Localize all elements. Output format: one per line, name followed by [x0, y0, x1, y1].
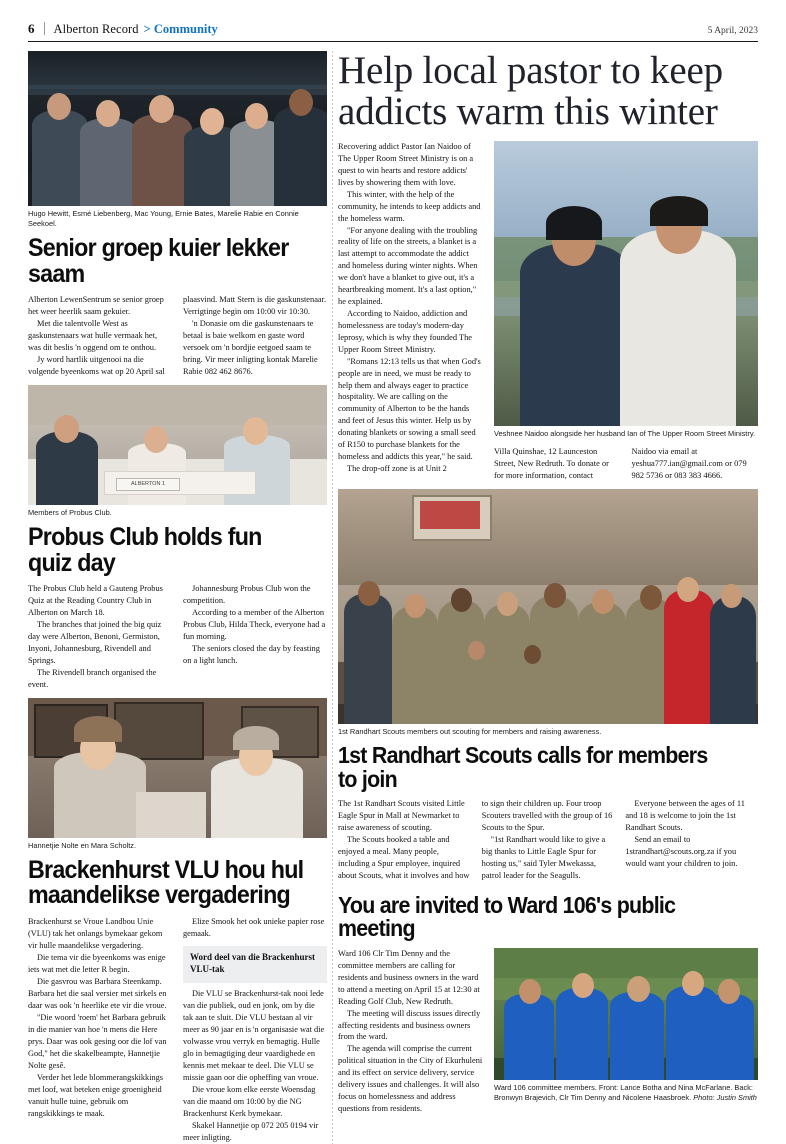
paragraph: The Scouts booked a table and enjoyed a meal. Many people, including a Spur employee, inquired about Scouts, what it involves and how to sign their children up. Four troop Scouters travelled with the group of 16 Scouts to the Spur.: [338, 799, 613, 880]
paragraph: Skakel Hannetjie op 072 205 0194 vir meer inligting.: [183, 1120, 319, 1142]
photo-naidoo-couple: [494, 141, 758, 426]
headline-help-local-pastor: Help local pastor to keep addicts warm this winter: [338, 49, 723, 133]
photo-caption-naidoo-couple: Veshnee Naidoo alongside her husband Ian of The Upper Room Street Ministry.: [494, 429, 756, 439]
paragraph: Verder het lede blommerangskikkings met loof, wat beteken enige groenigheid vanuit hulle tuine, gebruik om rangskikkings te maak.: [28, 1073, 164, 1119]
headline-probus-club: Probus Club holds fun quiz day: [28, 522, 262, 577]
paragraph: Villa Quinshae, 12 Launceston Street, New Redruth. To donate or for more information, contact: [494, 447, 609, 480]
sidebar-box-vlu: [183, 946, 327, 982]
lead-body-footer: [494, 441, 758, 482]
photo-caption-senior-group: Hugo Hewitt, Esmé Liebenberg, Mac Young, Ernie Bates, Marelie Rabie en Connie Seekoel.: [28, 209, 299, 228]
left-column: [28, 51, 327, 1144]
ward-body: [338, 948, 483, 1115]
lead-body-left: [338, 141, 483, 482]
headline-senior-groep: Senior groep kuier lekker saam: [28, 233, 289, 288]
paragraph: Brackenhurst se Vroue Landbou Unie (VLU) tak het onlangs bymekaar gekom vir hulle maandelikse vergadering.: [28, 917, 163, 951]
paragraph: Met die talentvolle West as gaskunstenaars wat hulle vermaak het, was dit beslis 'n oggend om te onthou.: [28, 319, 158, 353]
article-probus-club: [28, 385, 327, 691]
sidebar-heading-vlu: Word deel van die Brackenhurst VLU-tak: [190, 952, 316, 974]
paragraph: Recovering addict Pastor Ian Naidoo of The Upper Room Street Ministry is on a quest to win hearts and restore addicts' lives by showering them with love.: [338, 142, 474, 187]
caption-text: Ward 106 committee members. Front: Lance Botha and Nina McFarlane. Back: Bronwyn Brajevich, Clr Tim Denny and Nicolene Haasbroek.: [494, 1083, 753, 1103]
headline-ward-106: You are invited to Ward 106's public meeting: [338, 891, 676, 942]
paragraph: Ward 106 Clr Tim Denny and the committee members are calling for residents and business owners in the ward to attend a meeting on April 15 at 12:30 at Reading Golf Club, New Redruth.: [338, 949, 480, 1006]
photo-caption-brackenhurst-vlu: Hannetjie Nolte en Mara Scholtz.: [28, 840, 137, 850]
paragraph: The agenda will comprise the current political situation in the City of Ekurhuleni and its effect on service delivery, service delivery issues and challenges. It will also focus on homelessness and address questions from residents.: [338, 1044, 483, 1114]
paragraph: Die tema vir die byeenkoms was enige iets wat met die letter R begin.: [28, 953, 166, 975]
issue-date: 5 April, 2023: [707, 26, 758, 36]
body-senior-groep: [28, 294, 327, 377]
paragraph: Jy word hartlik uitgenooi na die volgende byeenkoms wat op 20 April sal plaasvind. Matt Stern is die gaskunstenaar. Verrigtinge begin om 10:00 vir 10:30.: [28, 295, 327, 376]
paragraph: Everyone between the ages of 11 and 18 is welcome to join the 1st Randhart Scouts.: [625, 799, 745, 833]
headline-randhart-scouts: 1st Randhart Scouts calls for members to join: [338, 741, 708, 792]
section-label: > Community: [143, 22, 218, 36]
paragraph: The branches that joined the big quiz day were Alberton, Benoni, Germiston, Inyoni, Johannesburg, Rivendell and Springs.: [28, 620, 162, 665]
right-column: [338, 51, 758, 1144]
photo-caption-ward-committee: [494, 1080, 758, 1105]
photo-randhart-scouts: [338, 489, 758, 724]
paragraph: "For anyone dealing with the troubling reality of life on the streets, a blanket is a last attempt to accommodate the addict and homeless during winter nights. When we don't have a blanket to give out, it's a heartbreaking moment. It's a last option," he explained.: [338, 225, 478, 307]
publication-title: Alberton Record: [53, 22, 139, 36]
paragraph: Die vroue kom elke eerste Woensdag van die maand om 10:00 by die NG Brackenhurst Kerk bymekaar.: [183, 1084, 316, 1118]
paragraph: Die VLU se Brackenhurst-tak nooi lede van die publiek, oud en jonk, om by die tak aan te sluit. Die VLU bestaan al vir meer as 90 jaar en is 'n organisasie wat die volwasse vrou verryk en bemagtig. Hulle glo in bemagtiging deur vaardighede en kennis met mekaar te deel. Die VLU se missie gaan oor die opheffing van vroue.: [183, 988, 325, 1082]
headline-brackenhurst-vlu: Brackenhurst VLU hou hul maandelikse vergadering: [28, 855, 304, 910]
masthead: [28, 0, 758, 42]
photo-probus-club: ALBERTON 1: [28, 385, 327, 505]
paragraph: According to a member of the Alberton Probus Club, Hilda Theck, everyone had a fun morning.: [183, 608, 326, 642]
article-ward-106: [338, 891, 758, 1115]
paragraph: According to Naidoo, addiction and homelessness are today's modern-day leprosy, which is why they founded The Upper Room Street Ministry.: [338, 309, 472, 354]
paragraph: The 1st Randhart Scouts visited Little Eagle Spur in Mall at Newmarket to raise awareness of scouting.: [338, 799, 465, 833]
paragraph: Send an email to 1strandhart@scouts.org.za if you would want your children to join.: [625, 834, 738, 868]
paragraph: The Rivendell branch organised the event.: [28, 667, 157, 689]
photo-ward-committee: [494, 948, 758, 1080]
paragraph: The Probus Club held a Gauteng Probus Quiz at the Reading Country Club in Alberton on March 18.: [28, 584, 163, 618]
page-number: 6: [28, 22, 45, 35]
body-randhart-scouts: [338, 798, 758, 881]
photo-credit: Photo: Justin Smith: [693, 1093, 757, 1103]
paragraph: Naidoo via email at yeshua777.ian@gmail.com or 079 982 5736 or 083 383 4666.: [631, 447, 747, 480]
article-senior-groep: [28, 51, 327, 378]
paragraph: "Romans 12:13 tells us that when God's people are in need, we must be ready to help them and always eager to practice hospitality. We are calling on the community of Alberton to be the hands and feet of Jesus this winter. Help us by donating blankets or sowing a small seed of R150 to purchase blankets for the homeless and addicts this year," he said.: [338, 356, 481, 462]
paragraph: The drop-off zone is at Unit 2: [347, 463, 447, 473]
photo-senior-group: [28, 51, 327, 206]
paragraph: "Die woord 'roem' het Barbara gebruik in die manier van hoe 'n mens die Here prys. Daar was ook gesing oor die lof van God," het die skakelbeampte, Hannetjie Nolte gesê.: [28, 1013, 167, 1071]
photo-caption-randhart-scouts: 1st Randhart Scouts members out scouting for members and raising awareness.: [338, 726, 602, 736]
paragraph: This winter, with the help of the community, he intends to keep addicts and the homeless warm.: [338, 189, 481, 223]
article-help-local-pastor: [338, 51, 758, 482]
body-probus-club: [28, 583, 327, 690]
photo-brackenhurst-vlu: [28, 698, 327, 838]
paragraph: Elize Smook het ook unieke papier rose gemaak.: [183, 917, 325, 939]
photo-caption-probus-club: Members of Probus Club.: [28, 507, 112, 517]
paragraph: 'n Donasie om die gaskunstenaars te betaal is baie welkom en gaste word versoek om 'n bordjie eetgoed saam te bring. Vir meer inligting kontak Marelie Rabie 082 462 8676.: [183, 319, 318, 376]
paragraph: The meeting will discuss issues directly affecting residents and business owners from the ward.: [338, 1008, 481, 1042]
article-randhart-scouts: [338, 489, 758, 882]
paragraph: The seniors closed the day by feasting on a light lunch.: [183, 644, 320, 665]
article-brackenhurst-vlu: [28, 698, 327, 1144]
body-brackenhurst-vlu: [28, 916, 327, 1144]
paragraph: Alberton LewenSentrum se senior groep het weer heerlik saam gekuier.: [28, 295, 164, 317]
paragraph: Johannesburg Probus Club won the competition.: [183, 584, 311, 606]
column-gutter: [327, 51, 338, 1144]
paragraph: "1st Randhart would like to give a big thanks to Little Eagle Spur for hosting us," said Tyler Mwekassa, patrol leader for the Seagulls.: [481, 834, 606, 880]
paragraph: Die gasvrou was Barbara Steenkamp. Barbara het die saal versier met sirkels en daar was ook 'n heerlike ete vir die vroue.: [28, 977, 167, 1011]
page-content: [28, 42, 758, 1144]
